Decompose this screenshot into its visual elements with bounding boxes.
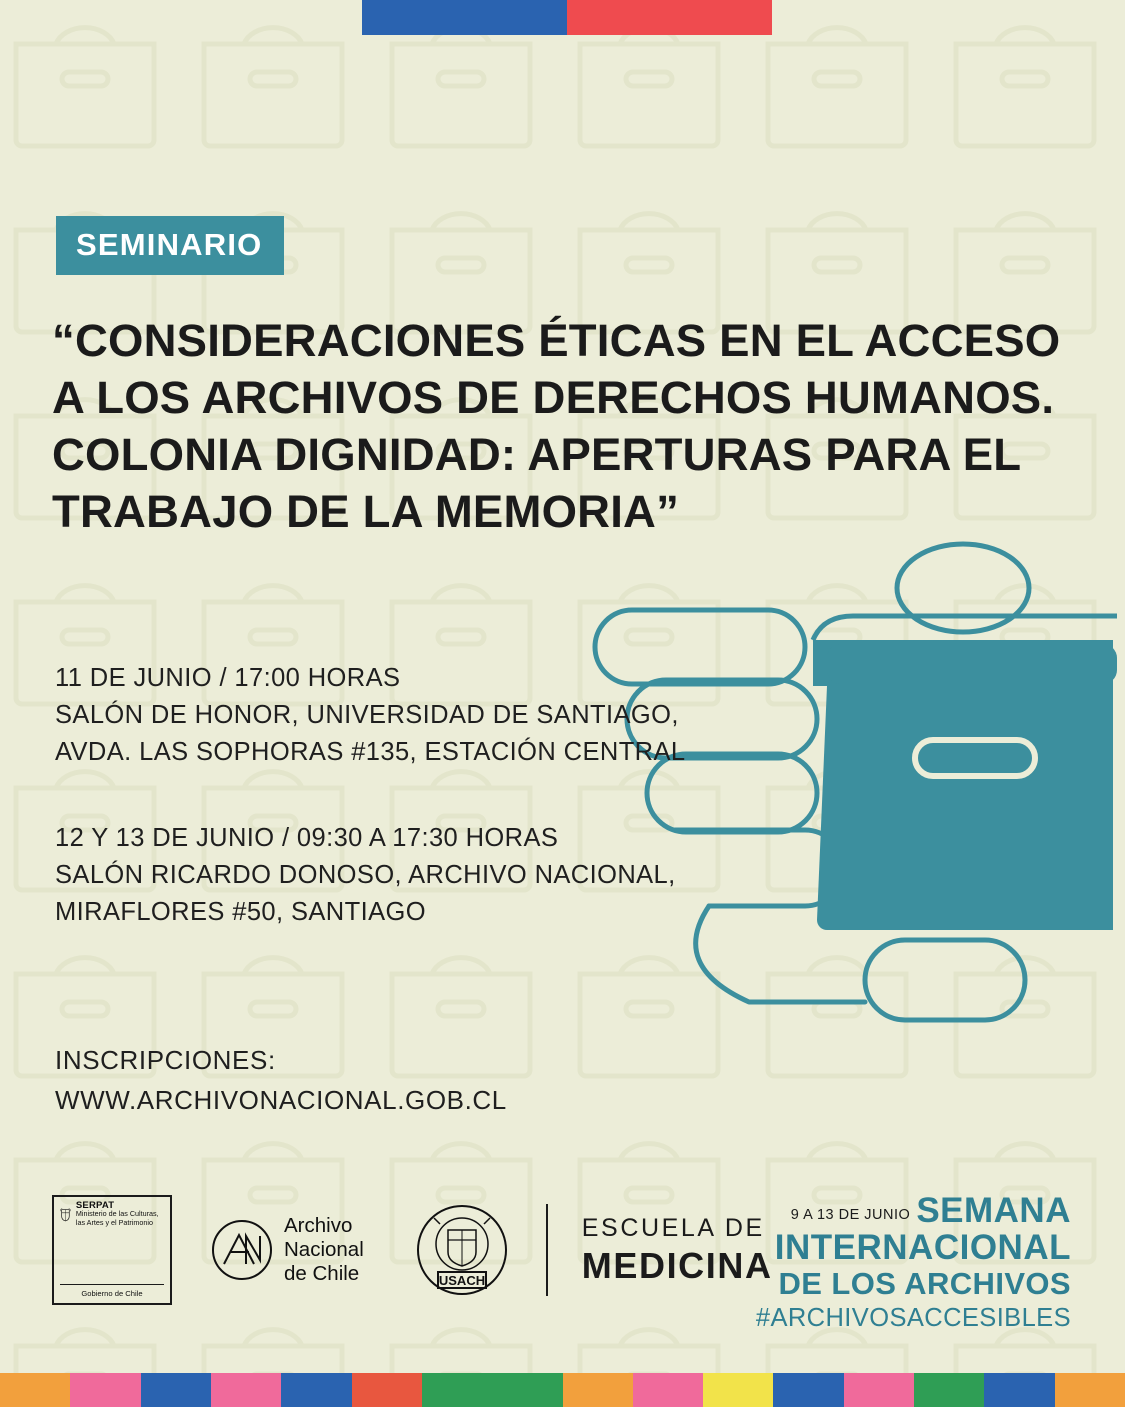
strip-swatch xyxy=(633,1373,703,1407)
escuela-medicina-logo xyxy=(582,1214,773,1287)
strip-swatch xyxy=(703,1373,773,1407)
strip-swatch xyxy=(844,1373,914,1407)
event-2-address: MIRAFLORES #50, SANTIAGO xyxy=(55,898,426,926)
escuela-line2: MEDICINA xyxy=(581,1244,773,1286)
event-branding xyxy=(756,1192,1071,1333)
event-1-address: AVDA. LAS SOPHORAS #135, ESTACIÓN CENTRAL xyxy=(55,738,686,766)
archivo-nacional-line2: Nacional xyxy=(284,1238,364,1261)
registration-block xyxy=(55,1040,507,1120)
serpat-name: SERPAT xyxy=(75,1200,115,1211)
event-2-details xyxy=(55,820,676,931)
registration-label: INSCRIPCIONES: xyxy=(55,1045,276,1075)
event-1-place: SALÓN DE HONOR, UNIVERSIDAD DE SANTIAGO, xyxy=(55,701,679,729)
escuela-line1: ESCUELA DE xyxy=(581,1213,765,1242)
flag-blue xyxy=(362,0,567,35)
event-1-details xyxy=(55,660,685,771)
flag-red xyxy=(567,0,772,35)
strip-swatch xyxy=(0,1373,70,1407)
archivo-nacional-line3: de Chile xyxy=(284,1262,360,1285)
strip-swatch xyxy=(352,1373,422,1407)
event-hashtag: #ARCHIVOSACCESIBLES xyxy=(755,1304,1071,1332)
serpat-gov: Gobierno de Chile xyxy=(60,1284,164,1298)
event-brand-line3: DE LOS ARCHIVOS xyxy=(778,1266,1071,1301)
event-2-place: SALÓN RICARDO DONOSO, ARCHIVO NACIONAL, xyxy=(55,861,676,889)
page-title: “CONSIDERACIONES ÉTICAS EN EL ACCESO A LOS ARCHIVOS DE DERECHOS HUMANOS. COLONIA DIGNIDAD: APERTURAS PARA EL TRABAJO DE LA MEMORIA” xyxy=(52,315,1061,537)
usach-label: USACH xyxy=(438,1273,485,1288)
serpat-logo xyxy=(52,1195,172,1305)
event-brand-line2: INTERNACIONAL xyxy=(774,1228,1071,1267)
strip-swatch xyxy=(141,1373,211,1407)
bottom-color-strip xyxy=(0,1373,1125,1407)
archivo-nacional-monogram-icon xyxy=(210,1218,274,1282)
strip-swatch xyxy=(563,1373,633,1407)
strip-swatch xyxy=(422,1373,492,1407)
event-dates: 9 A 13 DE JUNIO xyxy=(790,1207,911,1223)
archivo-nacional-logo xyxy=(210,1214,364,1286)
chile-flag-bar xyxy=(362,0,772,35)
strip-swatch xyxy=(914,1373,984,1407)
sponsor-logos xyxy=(52,1190,773,1310)
serpat-sub: Ministerio de las Culturas, las Artes y el Patrimonio xyxy=(75,1209,159,1227)
logo-divider xyxy=(546,1204,548,1296)
strip-swatch xyxy=(773,1373,843,1407)
archivo-nacional-line1: Archivo xyxy=(284,1214,353,1237)
usach-logo-icon xyxy=(416,1204,508,1296)
strip-swatch xyxy=(211,1373,281,1407)
strip-swatch xyxy=(984,1373,1054,1407)
strip-swatch xyxy=(492,1373,562,1407)
strip-swatch xyxy=(1055,1373,1125,1407)
event-brand-line1: SEMANA xyxy=(916,1191,1071,1230)
seminar-badge: SEMINARIO xyxy=(56,216,284,275)
strip-swatch xyxy=(281,1373,351,1407)
registration-url[interactable]: WWW.ARCHIVONACIONAL.GOB.CL xyxy=(55,1085,507,1115)
chile-coat-of-arms-icon xyxy=(60,1202,71,1228)
event-2-when: 12 Y 13 DE JUNIO / 09:30 A 17:30 HORAS xyxy=(55,824,559,852)
event-1-when: 11 DE JUNIO / 17:00 HORAS xyxy=(55,664,401,692)
hand-with-archive-box-illustration xyxy=(565,540,1125,1060)
strip-swatch xyxy=(70,1373,140,1407)
